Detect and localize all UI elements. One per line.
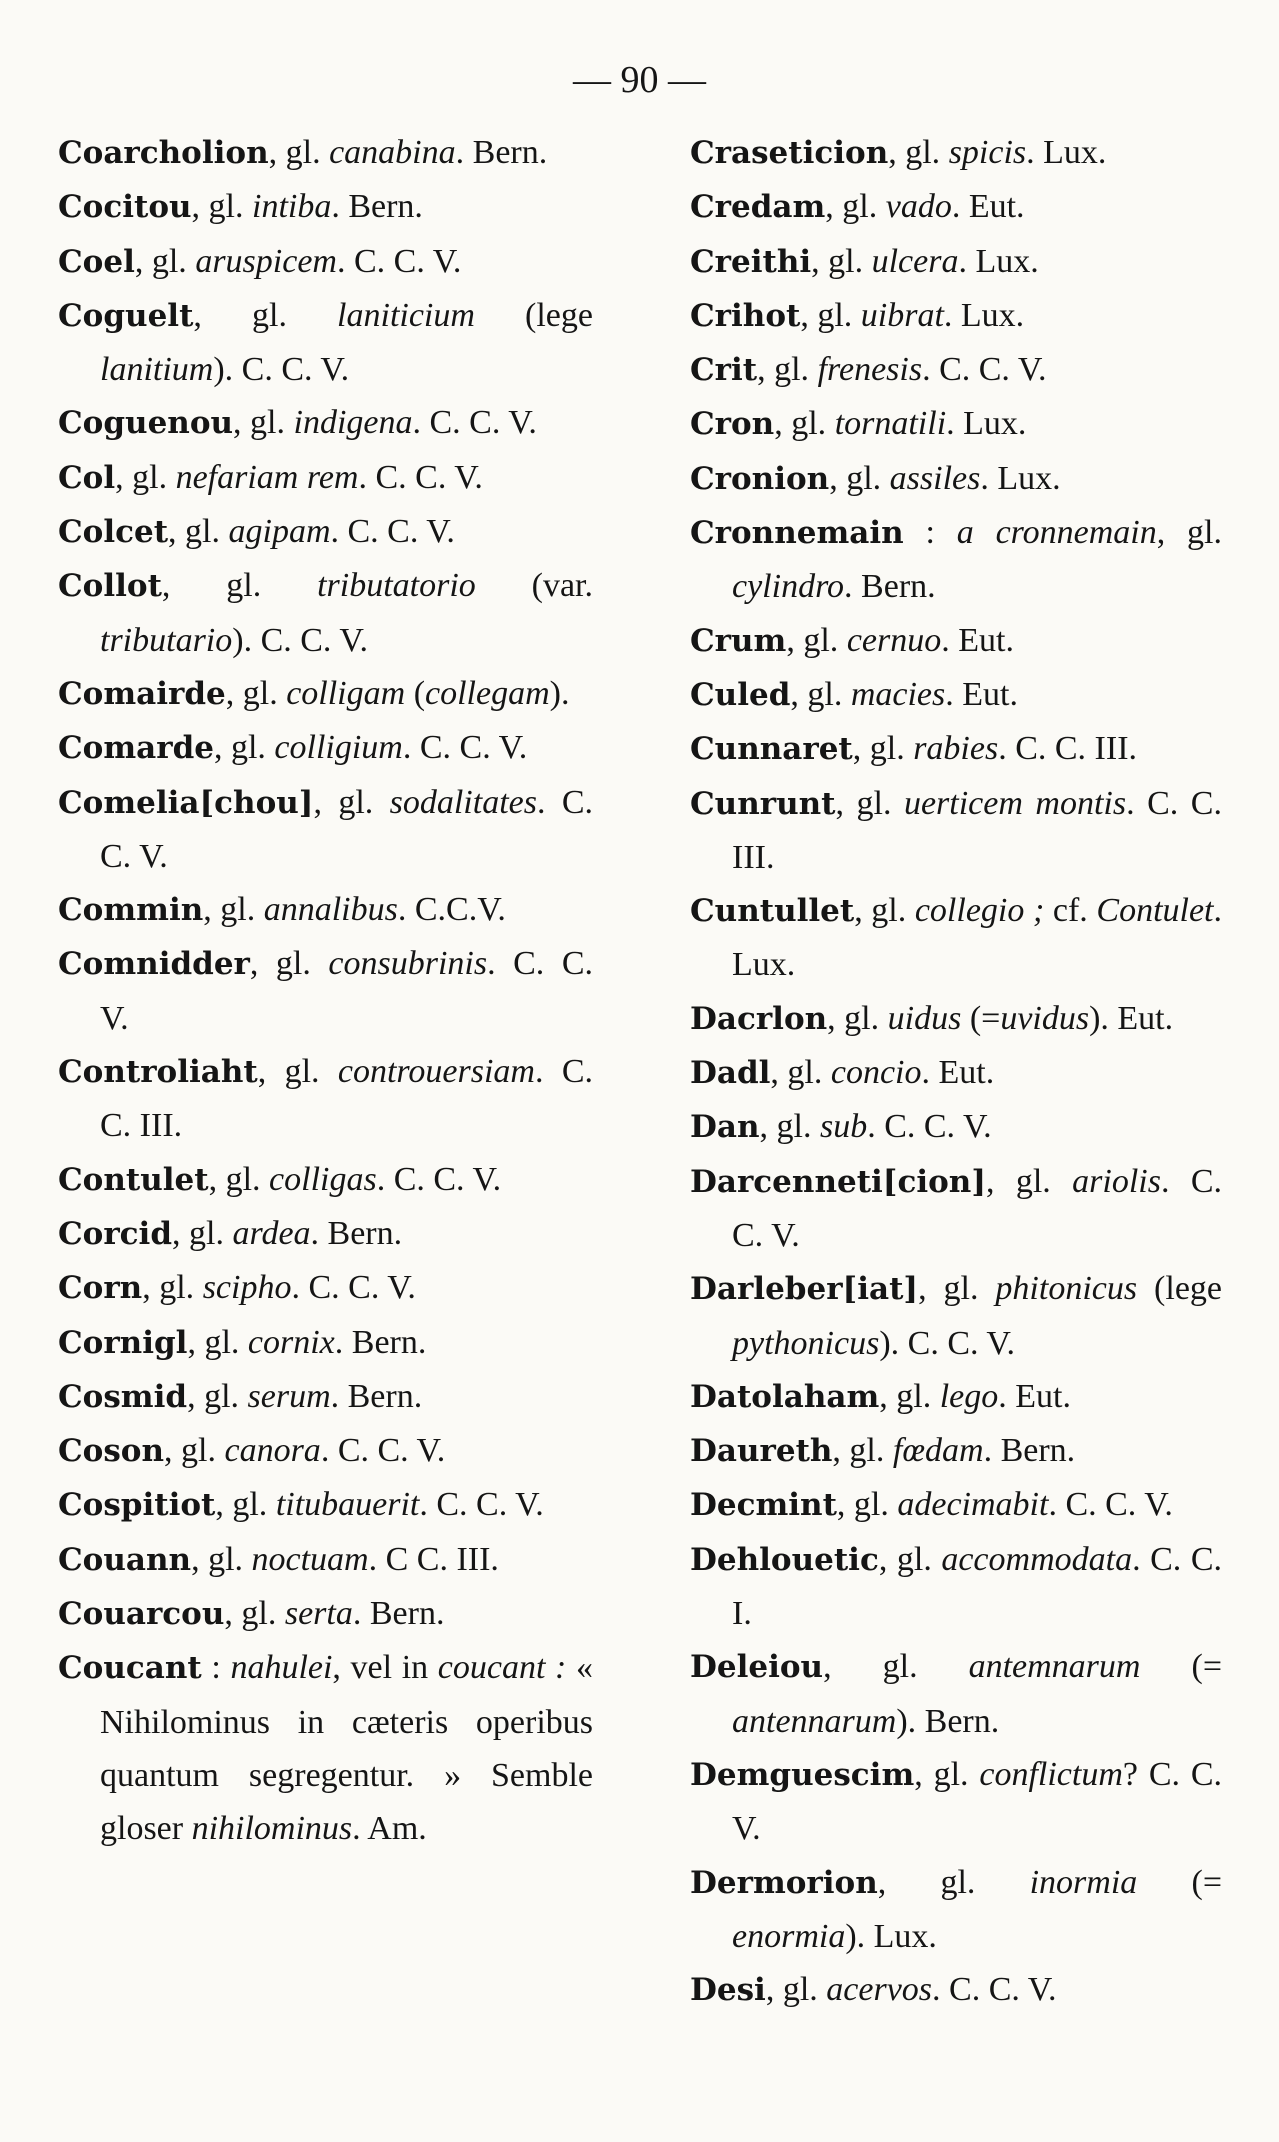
gloss-latin: frenesis xyxy=(817,351,923,389)
gloss-latin: uidus xyxy=(887,999,962,1037)
headword: Coarcholion xyxy=(58,135,269,171)
entry-text: . Lux. xyxy=(943,296,1025,334)
entry-text: . Lux. xyxy=(980,459,1061,497)
gloss-latin: agipam xyxy=(228,513,331,551)
entry-text: . C. C. V. xyxy=(291,1269,416,1307)
headword: Darcenneti[cion] xyxy=(690,1163,986,1200)
headword: Comnidder xyxy=(58,946,250,983)
entry-text: , gl. xyxy=(257,1053,338,1091)
headword: Collot xyxy=(58,568,162,605)
headword: Crit xyxy=(690,352,758,389)
gloss-latin: noctuam xyxy=(251,1540,369,1578)
headword: Creithi xyxy=(690,243,812,280)
headword: Comarde xyxy=(58,730,214,767)
gloss-latin: fœdam xyxy=(892,1432,984,1470)
dictionary-entry xyxy=(690,668,1222,722)
entry-text: , gl. xyxy=(225,674,287,712)
entry-text: . Bern. xyxy=(455,134,548,171)
entry-text: , gl. xyxy=(878,1540,942,1578)
dictionary-entry xyxy=(58,1045,593,1153)
entry-text: . Bern. xyxy=(983,1432,1076,1470)
entry-text: , gl. xyxy=(835,784,904,822)
entry-text: , gl. xyxy=(313,783,390,821)
entry-text: (= xyxy=(1140,1648,1222,1686)
headword: Cunnaret xyxy=(690,731,853,768)
entry-text: , gl. xyxy=(172,1214,233,1252)
entry-text: . Eut. xyxy=(921,1054,995,1092)
entry-text: , gl. xyxy=(827,999,888,1037)
headword: Deleiou xyxy=(690,1649,824,1686)
gloss-latin: indigena xyxy=(293,404,413,442)
dictionary-entry xyxy=(58,505,593,559)
entry-text: , gl. xyxy=(811,242,872,280)
entry-text: , vel in xyxy=(332,1649,438,1687)
entry-text: « Nihilominus in cæteris operibus quantum segregentur. » Semble gloser xyxy=(100,1649,594,1848)
headword: Decmint xyxy=(690,1487,837,1524)
dictionary-entry xyxy=(690,235,1222,289)
entry-text: , gl. xyxy=(208,1160,270,1198)
entry-text: : xyxy=(201,1649,231,1687)
gloss-latin: enormia xyxy=(732,1917,846,1955)
entry-text: . C. C. V. xyxy=(100,783,593,875)
dictionary-entry xyxy=(690,180,1222,234)
gloss-latin: phitonicus xyxy=(995,1270,1138,1308)
headword: Dacrlon xyxy=(690,1000,828,1037)
gloss-latin: ardea xyxy=(232,1214,311,1252)
entry-text: . C.C.V. xyxy=(397,891,506,929)
dictionary-entry xyxy=(58,451,593,505)
gloss-latin: lanitium xyxy=(100,351,214,389)
gloss-latin: vado xyxy=(885,188,952,226)
dictionary-entry xyxy=(690,722,1222,776)
gloss-latin: collegam xyxy=(425,674,550,712)
gloss-latin: antemnarum xyxy=(968,1648,1141,1686)
entry-text: , gl. xyxy=(268,134,330,171)
headword: Desi xyxy=(690,1972,766,2009)
dictionary-entry xyxy=(690,614,1222,668)
entry-text: ). Lux. xyxy=(845,1917,937,1955)
entry-text: , gl. xyxy=(191,188,252,226)
entry-text: , gl. xyxy=(765,1971,827,2009)
dictionary-entry xyxy=(690,343,1222,397)
headword: Dehlouetic xyxy=(690,1541,879,1578)
dictionary-entry xyxy=(690,397,1222,451)
entry-text: . Lux. xyxy=(732,892,1222,984)
dictionary-entry xyxy=(58,235,593,289)
gloss-latin: rabies xyxy=(913,730,999,768)
entry-text: , gl. xyxy=(877,1863,1030,1901)
dictionary-entry xyxy=(58,1587,593,1641)
entry-text: , gl. xyxy=(800,296,861,334)
dictionary-entry xyxy=(58,126,593,180)
headword: Coson xyxy=(58,1433,165,1470)
entry-text: . Bern. xyxy=(334,1323,427,1361)
headword: Credam xyxy=(690,189,826,226)
entry-text: , gl. xyxy=(986,1162,1073,1200)
gloss-latin: ariolis xyxy=(1072,1162,1161,1200)
gloss-latin: nefariam rem xyxy=(175,458,359,496)
gloss-latin: inormia xyxy=(1029,1863,1138,1901)
headword: Couarcou xyxy=(58,1596,225,1633)
entry-text: , gl. xyxy=(164,1432,225,1470)
left-column xyxy=(58,126,593,1856)
entry-text: . Bern. xyxy=(310,1214,403,1252)
dictionary-entry xyxy=(690,126,1222,180)
dictionary-entry xyxy=(690,289,1222,343)
entry-text: . C. C. V. xyxy=(412,404,537,442)
entry-text: , gl. xyxy=(832,1432,893,1470)
headword: Cospitiot xyxy=(58,1487,216,1524)
entry-text: . Am. xyxy=(352,1810,427,1848)
dictionary-entry xyxy=(58,1641,593,1855)
entry-text: , gl. xyxy=(191,1540,252,1578)
entry-text: . C. C. V. xyxy=(419,1486,544,1524)
entry-text: . C. C. III. xyxy=(732,784,1222,876)
dictionary-entry xyxy=(58,1316,593,1370)
entry-text: , gl. xyxy=(879,1377,940,1415)
gloss-latin: uibrat xyxy=(860,296,944,334)
entry-text: (lege xyxy=(1137,1270,1222,1308)
headword: Datolaham xyxy=(690,1378,880,1415)
entry-text: . Bern. xyxy=(844,568,936,606)
entry-text: . Eut. xyxy=(941,621,1014,659)
dictionary-entry xyxy=(58,1261,593,1315)
gloss-latin: lego xyxy=(939,1377,999,1415)
gloss-latin: intiba xyxy=(252,188,332,226)
dictionary-entry xyxy=(58,289,593,397)
dictionary-entry xyxy=(58,1533,593,1587)
entry-text: , gl. xyxy=(852,730,914,768)
entry-text: ). C. C. V. xyxy=(232,621,368,659)
dictionary-entry xyxy=(58,1207,593,1261)
headword: Demguescim xyxy=(690,1756,915,1793)
headword: Craseticion xyxy=(690,135,889,171)
entry-text: . C. C. V. xyxy=(358,458,483,496)
gloss-latin: coucant : xyxy=(437,1649,567,1687)
gloss-latin: titubauerit xyxy=(275,1486,420,1524)
headword: Daureth xyxy=(690,1433,833,1470)
dictionary-entry xyxy=(58,937,593,1045)
gloss-latin: colligium xyxy=(274,729,403,767)
entry-text: . C. C. V. xyxy=(732,1162,1222,1254)
headword: Cosmid xyxy=(58,1378,188,1415)
headword: Dadl xyxy=(690,1055,771,1092)
entry-text: , gl. xyxy=(233,404,294,442)
gloss-latin: uerticem montis xyxy=(903,784,1127,822)
entry-text: , gl. xyxy=(187,1323,248,1361)
dictionary-entry xyxy=(58,559,593,667)
dictionary-entry xyxy=(690,884,1222,992)
entry-text: , gl. xyxy=(918,1270,996,1308)
dictionary-entry xyxy=(690,1100,1222,1154)
gloss-latin: uvidus xyxy=(1000,999,1090,1037)
entry-text: . C. C. V. xyxy=(402,729,528,767)
entry-text: , gl. xyxy=(213,729,275,767)
gloss-latin: concio xyxy=(830,1054,922,1092)
gloss-latin: tributario xyxy=(100,621,233,659)
dictionary-entry xyxy=(58,883,593,937)
gloss-latin: consubrinis xyxy=(328,945,488,983)
entry-text: , gl. xyxy=(823,1648,969,1686)
gloss-latin: macies xyxy=(850,675,946,713)
gloss-latin: colligas xyxy=(269,1160,377,1198)
entry-text: , gl. xyxy=(249,945,329,983)
gloss-latin: tributatorio xyxy=(317,567,476,605)
entry-text: . Lux. xyxy=(958,242,1039,280)
entry-text: . C. C. V. xyxy=(376,1160,502,1198)
entry-text: . C. C. I. xyxy=(732,1540,1222,1633)
headword: Commin xyxy=(58,892,204,929)
headword: Corcid xyxy=(58,1215,173,1252)
entry-text: ). C. C. V. xyxy=(213,351,350,389)
entry-text: : xyxy=(903,514,957,552)
entry-text: , gl. xyxy=(1156,514,1222,552)
entry-text: , gl. xyxy=(757,351,818,389)
headword: Cuntullet xyxy=(690,893,855,930)
dictionary-entry xyxy=(690,1856,1222,1964)
headword: Coguenou xyxy=(58,405,234,442)
right-column xyxy=(690,126,1222,2017)
gloss-latin: tornatili xyxy=(834,405,947,443)
headword: Colcet xyxy=(58,514,169,551)
entry-text: (var. xyxy=(475,567,593,605)
entry-text: , gl. xyxy=(854,892,915,930)
dictionary-entry xyxy=(690,452,1222,506)
entry-text: , gl. xyxy=(168,513,229,551)
gloss-latin: collegio ; xyxy=(914,892,1045,930)
entry-text: . C. C. V. xyxy=(330,513,455,551)
gloss-latin: antennarum xyxy=(732,1702,897,1740)
headword: Comelia[chou] xyxy=(58,784,314,821)
entry-text: . C. C. III. xyxy=(998,730,1138,768)
gloss-latin: Contulet xyxy=(1096,892,1214,930)
headword: Contulet xyxy=(58,1161,209,1198)
dictionary-entry xyxy=(58,1478,593,1532)
entry-text: . Bern. xyxy=(331,188,423,226)
headword: Comairde xyxy=(58,675,226,712)
entry-text: . C C. III. xyxy=(368,1540,499,1578)
dictionary-entry xyxy=(58,667,593,721)
entry-text: ). Eut. xyxy=(1089,999,1174,1037)
dictionary-entry xyxy=(690,1533,1222,1641)
headword: Cocitou xyxy=(58,189,192,226)
headword: Coucant xyxy=(58,1650,202,1687)
gloss-latin: controuersiam xyxy=(337,1053,535,1091)
entry-text: . C. C. V. xyxy=(336,242,462,280)
headword: Cronion xyxy=(690,460,830,497)
dictionary-entry xyxy=(58,721,593,775)
dictionary-entry xyxy=(58,1370,593,1424)
gloss-latin: acervos xyxy=(826,1971,933,2009)
headword: Corn xyxy=(58,1270,143,1307)
entry-text: . Eut. xyxy=(945,675,1018,713)
entry-text: , gl. xyxy=(786,621,847,659)
gloss-latin: cernuo xyxy=(846,621,942,659)
entry-text: , gl. xyxy=(161,567,318,605)
gloss-latin: spicis xyxy=(948,134,1027,171)
headword: Dan xyxy=(690,1109,760,1146)
entry-text: , gl. xyxy=(224,1595,285,1633)
headword: Cronnemain xyxy=(690,515,904,552)
dictionary-entry xyxy=(690,1155,1222,1263)
entry-text: . C. C. V. xyxy=(867,1108,992,1146)
gloss-latin: serta xyxy=(284,1595,353,1633)
gloss-latin: aruspicem xyxy=(195,242,337,280)
entry-text: . C. C. V. xyxy=(320,1432,446,1470)
entry-text: . Eut. xyxy=(998,1377,1071,1415)
entry-text: . C. C. V. xyxy=(100,945,593,1037)
dictionary-entry xyxy=(58,180,593,234)
entry-text: , gl. xyxy=(187,1377,248,1415)
entry-text: ). Bern. xyxy=(896,1702,1000,1740)
headword: Darleber[iat] xyxy=(690,1271,919,1308)
dictionary-entry xyxy=(690,777,1222,885)
entry-text: , gl. xyxy=(215,1486,276,1524)
dictionary-entry xyxy=(58,396,593,450)
gloss-latin: a cronnemain xyxy=(956,514,1157,552)
headword: Crihot xyxy=(690,297,801,334)
gloss-latin: ulcera xyxy=(871,242,959,280)
headword: Culed xyxy=(690,676,791,713)
dictionary-entry xyxy=(58,1153,593,1207)
page-number: — 90 — xyxy=(573,59,706,101)
dictionary-entry xyxy=(690,1262,1222,1370)
entry-text: . Lux. xyxy=(1026,134,1107,171)
headword: Couann xyxy=(58,1541,192,1578)
headword: Col xyxy=(58,459,116,496)
dictionary-entry xyxy=(690,506,1222,614)
entry-text: (= xyxy=(961,999,1001,1037)
entry-text: . C. C. V. xyxy=(932,1971,1057,2009)
entry-text: . Bern. xyxy=(330,1377,423,1415)
gloss-latin: nihilominus xyxy=(191,1810,353,1848)
dictionary-entry xyxy=(58,1424,593,1478)
headword: Controliaht xyxy=(58,1054,258,1091)
entry-text: , gl. xyxy=(836,1486,898,1524)
dictionary-entry xyxy=(690,992,1222,1046)
gloss-latin: colligam xyxy=(286,674,406,712)
entry-text: . C. C. V. xyxy=(922,351,1047,389)
headword: Cron xyxy=(690,406,775,443)
headword: Coguelt xyxy=(58,297,194,334)
gloss-latin: sodalitates xyxy=(389,783,537,821)
gloss-latin: adecimabit xyxy=(897,1486,1049,1524)
gloss-latin: canabina xyxy=(329,134,456,171)
gloss-latin: laniticium xyxy=(337,296,475,334)
gloss-latin: nahulei xyxy=(230,1649,333,1687)
entry-text: cf. xyxy=(1044,892,1097,930)
headword: Dermorion xyxy=(690,1864,878,1901)
dictionary-entry xyxy=(690,1424,1222,1478)
entry-text: (= xyxy=(1137,1863,1222,1901)
gloss-latin: canora xyxy=(224,1432,321,1470)
entry-text: , gl. xyxy=(825,188,886,226)
entry-text: , gl. xyxy=(193,296,338,334)
entry-text: ). xyxy=(549,674,570,712)
headword: Cornigl xyxy=(58,1324,188,1361)
dictionary-entry xyxy=(690,1370,1222,1424)
entry-text: , gl. xyxy=(774,405,835,443)
entry-text: , gl. xyxy=(914,1755,980,1793)
gloss-latin: annalibus xyxy=(263,891,398,929)
dictionary-entry xyxy=(690,1478,1222,1532)
gloss-latin: accommodata xyxy=(941,1540,1133,1578)
gloss-latin: pythonicus xyxy=(732,1324,880,1362)
entry-text: , gl. xyxy=(770,1054,831,1092)
entry-text: , gl. xyxy=(115,458,176,496)
entry-text: ). C. C. V. xyxy=(879,1324,1016,1362)
entry-text: , gl. xyxy=(134,242,196,280)
entry-text: ? C. C. V. xyxy=(732,1755,1223,1848)
gloss-latin: sub xyxy=(819,1108,868,1146)
headword: Coel xyxy=(58,243,135,280)
entry-text: (lege xyxy=(474,296,593,334)
entry-text: . C. C. III. xyxy=(100,1053,593,1145)
dictionary-entry xyxy=(690,1963,1222,2017)
gloss-latin: conflictum xyxy=(979,1755,1123,1793)
entry-text: , gl. xyxy=(888,134,949,171)
entry-text: . Bern. xyxy=(352,1595,445,1633)
headword: Cunrunt xyxy=(690,785,836,822)
entry-text: , gl. xyxy=(829,459,890,497)
gloss-latin: serum xyxy=(247,1377,331,1415)
entry-text: , gl. xyxy=(759,1108,820,1146)
headword: Crum xyxy=(690,622,787,659)
gloss-latin: cornix xyxy=(247,1323,335,1361)
gloss-latin: assiles xyxy=(889,459,981,497)
entry-text: , gl. xyxy=(790,675,851,713)
entry-text: . Eut. xyxy=(951,188,1025,226)
dictionary-entry xyxy=(690,1640,1222,1748)
entry-text: , gl. xyxy=(142,1269,203,1307)
gloss-latin: scipho xyxy=(202,1269,292,1307)
dictionary-entry xyxy=(58,776,593,884)
entry-text: , gl. xyxy=(203,891,264,929)
entry-text: ( xyxy=(405,674,426,712)
dictionary-entry xyxy=(690,1748,1222,1856)
entry-text: . C. C. V. xyxy=(1048,1486,1173,1524)
dictionary-entry xyxy=(690,1046,1222,1100)
entry-text: . Lux. xyxy=(946,405,1027,443)
gloss-latin: cylindro xyxy=(732,568,845,606)
